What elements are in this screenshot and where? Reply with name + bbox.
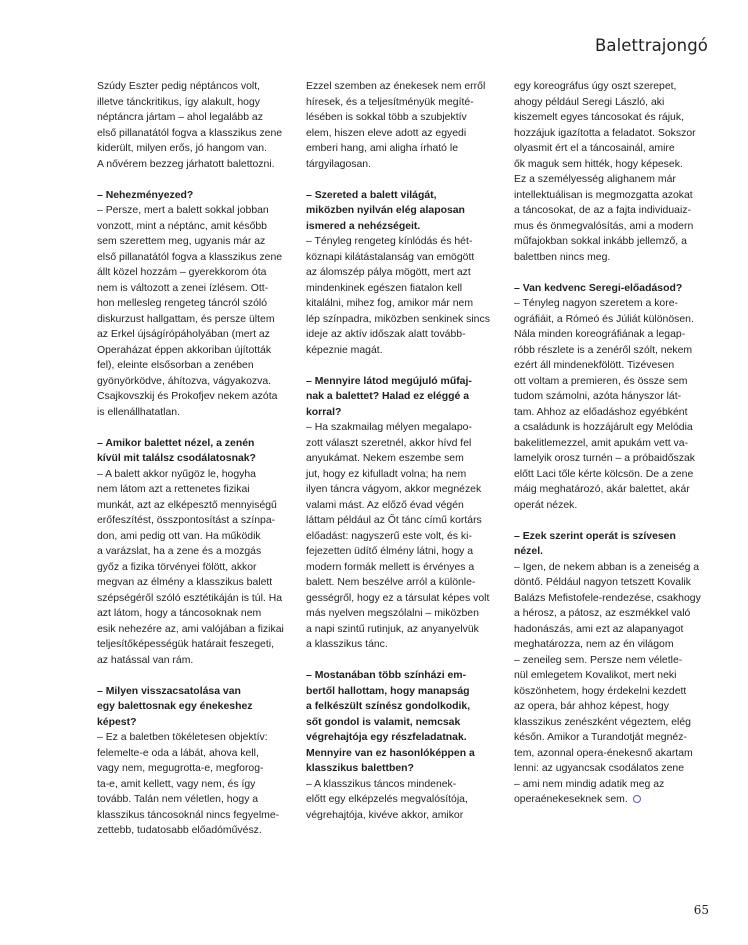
line-text: ta-e, amit kellett, vagy nem, és így [97,778,256,790]
text-line [306,513,502,529]
text-line [97,312,293,328]
text-line [97,513,293,529]
line-text: néptáncra jártam – ahol legalább az [97,112,263,123]
line-text: azt látom, hogy a táncosoknak nem [97,608,262,619]
text-line [514,777,710,793]
text-line [97,808,293,824]
text-line [97,575,293,591]
text-line [514,746,710,762]
line-text: – Milyen visszacsatolása van [97,685,241,697]
text-line [97,265,293,281]
question-line [97,699,293,715]
line-text: kívül mit találsz csodálatosnak? [97,453,256,464]
line-text: ott voltam a premieren, és össze sem [514,375,688,387]
text-line [306,482,502,498]
line-text: köznapi kilátástalanság van emögött [306,251,475,263]
line-text: modern formák mellett is érvényes a [306,561,475,573]
line-text: fel), eleinte elsősorban a zenében [97,360,254,371]
text-line [514,653,710,669]
paragraph-gap [514,513,710,529]
line-text: híresek, és a teljesítményük megíté- [306,96,474,108]
line-text: máig meghatározó, akár balettet, akár [514,484,690,495]
line-text: – Nehezményezed? [97,189,194,201]
text-line [97,560,293,576]
text-line [97,529,293,545]
line-text: ilyen táncra vágyom, akkor megnézek [306,484,482,495]
text-line [514,389,710,405]
line-text: a napi szintű rutinjuk, az anyanyelvük [306,623,479,635]
text-line [97,343,293,359]
paragraph-gap [306,172,502,188]
text-line [514,622,710,638]
text-line [306,327,502,343]
text-line [514,234,710,250]
text-line [97,792,293,808]
question-line [306,219,502,235]
line-text: bertől hallottam, hogy manapság [306,685,470,697]
line-text: gességről, hogy ez a társulat képes volt [306,592,490,604]
line-text: előtt Laci tőle kérte kölcsön. De a zene [514,468,694,480]
text-line [514,296,710,312]
text-column-1 [97,79,293,839]
line-text: balett. Nem beszélve arról a különle- [306,577,476,588]
text-line [97,281,293,297]
line-text: felemelte-e oda a lábát, ahova kell, [97,747,259,759]
line-text: nem is változott a zenei ízlésem. Ott- [97,282,269,294]
line-text: operaénekeseknek sem. [514,794,628,805]
line-text: zettebb, tudatosabb előadóművész. [97,825,262,836]
line-text: hozzájuk igazította a feladatot. Sokszor [514,127,696,139]
line-text: illetve tánckritikus, így alakult, hogy [97,96,261,108]
text-line [514,482,710,498]
line-text: tovább. Talán nem véletlen, hogy a [97,794,259,805]
text-line [306,777,502,793]
text-line [97,389,293,405]
line-text: ezért áll mindenekfölött. Tizévesen [514,360,675,371]
line-text: zott választ szeretnél, akkor hívd fel [306,437,472,449]
question-line [306,746,502,762]
text-line [514,188,710,204]
line-text: képeznie magát. [306,344,383,356]
line-text: előtt egy elképzelés megvalósítója, [306,794,468,805]
line-text: operát nézek. [514,499,578,511]
line-text: előadást: nagyszerű este volt, és ki- [306,530,472,542]
line-text: ográfiáit, a Rómeó és Júliát különösen. [514,313,694,325]
text-line [514,79,710,95]
line-text: későn. Amikor a Turandotját megnéz- [514,732,687,743]
question-line [306,684,502,700]
text-line [97,296,293,312]
question-line [306,699,502,715]
text-line [514,637,710,653]
text-line [97,606,293,622]
text-line [306,141,502,157]
question-line [306,730,502,746]
question-line [306,761,502,777]
text-line [97,622,293,638]
paragraph-gap [306,358,502,374]
text-line [306,157,502,173]
paragraph-gap [97,172,293,188]
text-line [514,436,710,452]
line-text: kiderült, milyen erős, jó hangom van. [97,143,267,154]
text-line [306,792,502,808]
text-line [97,157,293,173]
line-text: valami mást. Az előző évad végén [306,499,464,511]
question-line [306,188,502,204]
text-line [306,560,502,576]
line-text: – Tényleg nagyon szeretem a kore- [514,298,678,309]
line-text: hon mellesleg rengeteg táncról szóló [97,298,268,309]
line-text: állt közel hozzám – gyerekkorom óta [97,267,267,278]
text-line [306,312,502,328]
line-text: ők maguk sem hitték, hogy képesek. [514,158,683,170]
line-text: esik nehezére az, ami valójában a fizikai [97,623,284,635]
line-text: nül emlegetem Kovalikot, mert neki [514,670,677,681]
text-line [306,808,502,824]
text-line [97,637,293,653]
line-text: vonzott, mint a néptánc, amit később [97,220,267,232]
line-text: – Van kedvenc Seregi-előadásod? [514,282,683,294]
line-text: – Persze, mert a balett sokkal jobban [97,205,269,216]
end-of-article-icon [633,795,641,803]
line-text: a hérosz, a pátosz, az eszmékkel való [514,608,691,619]
line-text: – A balett akkor nyűgöz le, hogyha [97,468,256,480]
line-text: klasszikus táncosoknál nincs fegyelme- [97,809,280,821]
line-text: hadonászás, ami ezt az alapanyagot [514,623,684,635]
text-line [306,606,502,622]
text-line [97,219,293,235]
text-line [306,544,502,560]
line-text: Szúdy Eszter pedig néptáncos volt, [97,81,261,92]
line-text: lamelyik orosz turnén – a próbaidőszak [514,453,696,464]
question-line [97,436,293,452]
line-text: döntő. Például nagyon tetszett Kovalik [514,577,691,588]
question-line [97,188,293,204]
text-line [97,761,293,777]
line-text: az Erkel újságírópáholyában (mert az [97,329,270,340]
line-text: – Mostanában több színházi em- [306,670,467,681]
line-text: – ami nem mindig adatik meg az [514,778,665,790]
line-text: a varázslat, ha a zene és a mozgás [97,546,262,557]
text-line [514,467,710,483]
line-text: más nyelven megszólalni – miközben [306,608,479,619]
question-line [306,203,502,219]
text-line [306,420,502,436]
text-line [306,234,502,250]
text-line [97,126,293,142]
question-line [306,405,502,421]
line-text: kitalálni, mihez fog, amikor már nem [306,298,474,309]
line-text: megvan az élmény a klasszikus balett [97,577,273,588]
text-line [97,544,293,560]
line-text: a felkészült színész gondolkodik, [306,701,471,712]
text-line [514,761,710,777]
line-text: műfajokban sokkal inkább jellemző, a [514,236,687,247]
paragraph-gap [97,420,293,436]
line-text: teljesítőképességük határait feszegeti, [97,639,274,650]
text-line [514,730,710,746]
line-text: olyasmit ért el a táncosainál, amire [514,143,675,154]
line-text: intellektuálisan is megmozgatta azokat [514,189,693,201]
text-line [97,482,293,498]
line-text: lenni: az ugyancsak csodálatos zene [514,763,685,774]
text-line [306,591,502,607]
question-line [514,281,710,297]
line-text: képest? [97,716,137,728]
text-line [514,420,710,436]
question-line [97,684,293,700]
line-text: – Ez a baletben tökéletesen objektív: [97,732,268,743]
text-line [514,126,710,142]
text-line [97,730,293,746]
text-line [97,467,293,483]
line-text: elem, hiszen eleve adott az egyedi [306,127,467,139]
text-line [514,157,710,173]
line-text: lép színpadra, miközben senkinek sincs [306,313,490,325]
text-line [306,343,502,359]
text-line [514,203,710,219]
text-line [97,374,293,390]
text-line [514,172,710,188]
line-text: első pillanatától fogva a klasszikus zene [97,251,283,263]
text-line [97,777,293,793]
paragraph-gap [97,668,293,684]
text-line [306,436,502,452]
text-line [97,498,293,514]
line-text: ideje az aktív időszak alatt tovább- [306,329,466,340]
line-text: jut, hogy ez kifulladt volna; ha nem [306,468,467,480]
line-text: Operaházat éppen akkoriban újították [97,344,272,356]
text-line [514,606,710,622]
text-line [97,358,293,374]
text-line [306,281,502,297]
text-line [97,823,293,839]
text-line [306,451,502,467]
line-text: tárgyilagosan. [306,158,371,170]
line-text: tem, azonnal opera-énekesnő akartam [514,747,693,759]
text-line [514,343,710,359]
text-line [97,405,293,421]
text-line [306,467,502,483]
line-text: – Amikor balettet nézel, a zenén [97,437,255,449]
line-text: – Igen, de nekem abban is a zeneiség a [514,561,700,573]
question-line [514,544,710,560]
text-line [514,699,710,715]
text-line [514,250,710,266]
line-text: bakelitlemezzel, amit apukám vett va- [514,437,689,449]
line-text: erőfeszítést, összpontosítást a színpa- [97,515,276,526]
paragraph-gap [514,265,710,281]
line-text: kiszemelt egyes táncosokat és rájuk, [514,112,684,123]
line-text: végrehajtója egy részfeladatnak. [306,732,467,743]
line-text: – Szereted a balett világát, [306,189,437,201]
line-text: első pillanatától fogva a klasszikus zene [97,127,283,139]
line-text: az hatással van rám. [97,654,194,666]
line-text: miközben nyilván elég alaposan [306,205,465,216]
text-column-3 [514,79,710,808]
text-line [306,498,502,514]
text-line [514,95,710,111]
line-text: emberi hang, ami aligha írható le [306,143,459,154]
text-line [306,95,502,111]
text-line [97,746,293,762]
text-line [514,405,710,421]
line-text: tudom számolni, azóta hányszor lát- [514,391,682,402]
line-text: diskurzust hallgattam, és persze ültem [97,313,275,325]
line-text: sőt gondol is valamit, nemcsak [306,716,461,728]
line-text: ahogy például Seregi László, aki [514,96,665,108]
line-text: gyönyörködve, áhítozva, vágyakozva. [97,375,272,387]
line-text: a táncosokat, de az a fajta individuaiz- [514,205,691,216]
line-text: egy balettosnak egy énekeshez [97,701,253,712]
line-text: Mennyire van ez hasonlóképpen a [306,747,475,759]
line-text: szépségéről szóló esztétikáján is túl. Ha [97,592,283,604]
text-line [514,668,710,684]
line-text: nem látom azt a rettenetes fizikai [97,484,250,495]
line-text: tam. Ahhoz az előadáshoz egyébként [514,406,688,418]
line-text: mus és önmegvalósítás, ami a modern [514,220,694,232]
line-text: – Ha szakmailag mélyen megalapo- [306,422,472,433]
text-column-2 [306,79,502,823]
text-line [97,234,293,250]
line-text: – Mennyire látod megújuló műfaj- [306,375,472,387]
line-text: az álomszép pálya mögött, mert azt [306,267,471,278]
text-line [306,529,502,545]
text-line [97,327,293,343]
line-text: a klasszikus tánc. [306,639,388,650]
line-text: Csajkovszkij és Prokofjev nekem azóta [97,391,278,402]
line-text: anyukámat. Nekem eszembe sem [306,453,464,464]
text-line [97,203,293,219]
question-line [306,389,502,405]
line-text: balettben nincs meg. [514,251,611,263]
line-text: végrehajtója, kivéve akkor, amikor [306,809,464,821]
line-text: vagy nem, megugrotta-e, megforog- [97,763,264,774]
question-line [514,529,710,545]
text-line [97,141,293,157]
text-line [306,622,502,638]
line-text: láttam például az Őt tánc című kortárs [306,515,482,526]
text-line [514,374,710,390]
text-line [97,79,293,95]
text-line [514,715,710,731]
line-text: lésében is sokkal több a szubjektív [306,112,467,123]
line-text: don, ami pedig ott van. Ha működik [97,530,261,542]
line-text: fejezetten üdítő élmény látni, hogy a [306,546,474,557]
text-line [514,327,710,343]
paragraph-gap [306,653,502,669]
line-text: korral? [306,406,342,418]
line-text: – zeneileg sem. Persze nem véletle- [514,654,683,666]
line-text: nézel. [514,546,544,557]
text-line [306,265,502,281]
text-line [514,358,710,374]
line-text: az opera, bár ahhoz képest, hogy [514,701,669,712]
text-line [514,498,710,514]
text-line [306,79,502,95]
text-line [97,250,293,266]
text-line [306,110,502,126]
text-line [97,110,293,126]
question-line [306,668,502,684]
text-line [97,95,293,111]
text-line [306,250,502,266]
line-text: A nővérem bezzeg járhatott balettozni. [97,158,275,170]
text-line [514,560,710,576]
text-line [514,591,710,607]
text-line [306,126,502,142]
line-text: mindenkinek egészen fiatalon kell [306,282,463,294]
line-text: győz a fizika törvényei fölött, akkor [97,561,257,573]
text-line [306,296,502,312]
line-text: Ezzel szemben az énekesek nem erről [306,81,486,92]
text-line [514,684,710,700]
page-number: 65 [693,903,709,917]
line-text: meghatározza, nem az én világom [514,639,674,650]
line-text: klasszikus zenészként végeztem, elég [514,716,691,728]
text-line [97,591,293,607]
line-text: nak a balettet? Halad ez eléggé a [306,391,469,402]
line-text: munkát, azt az elképesztő mennyiségű [97,499,277,511]
question-line [306,715,502,731]
running-header-title: Balettrajongó [594,36,708,55]
text-line [97,653,293,669]
line-text: a családunk is hozzájárult egy Melódia [514,422,693,433]
line-text: köszönhetem, hogy érdekelni kezdett [514,685,687,697]
line-text: klasszikus balettben? [306,763,414,774]
text-line [514,141,710,157]
line-text: – Tényleg rengeteg kínlódás és hét- [306,236,473,247]
line-text: – Ezek szerint operát is szívesen [514,530,676,542]
text-line [514,451,710,467]
question-line [97,451,293,467]
question-line [97,715,293,731]
line-text: is ellenállhatatlan. [97,406,180,418]
line-text: ismered a nehézségeit. [306,220,421,232]
text-line [514,219,710,235]
text-line [514,312,710,328]
text-line [306,637,502,653]
text-line [514,110,710,126]
text-line [514,575,710,591]
line-text: róbb részlete is a zenéről szólt, nekem [514,344,693,356]
text-line [514,792,710,808]
line-text: egy koreográfus úgy oszt szerepet, [514,81,677,92]
line-text: Balázs Mefistofele-rendezése, csakhogy [514,592,701,604]
line-text: Ez a személyesség alighanem már [514,174,676,185]
question-line [306,374,502,390]
line-text: – A klasszikus táncos mindenek- [306,778,457,790]
line-text: Nála minden koreográfiának a legap- [514,329,686,340]
text-line [306,575,502,591]
line-text: sem szerettem meg, ugyanis már az [97,236,266,247]
